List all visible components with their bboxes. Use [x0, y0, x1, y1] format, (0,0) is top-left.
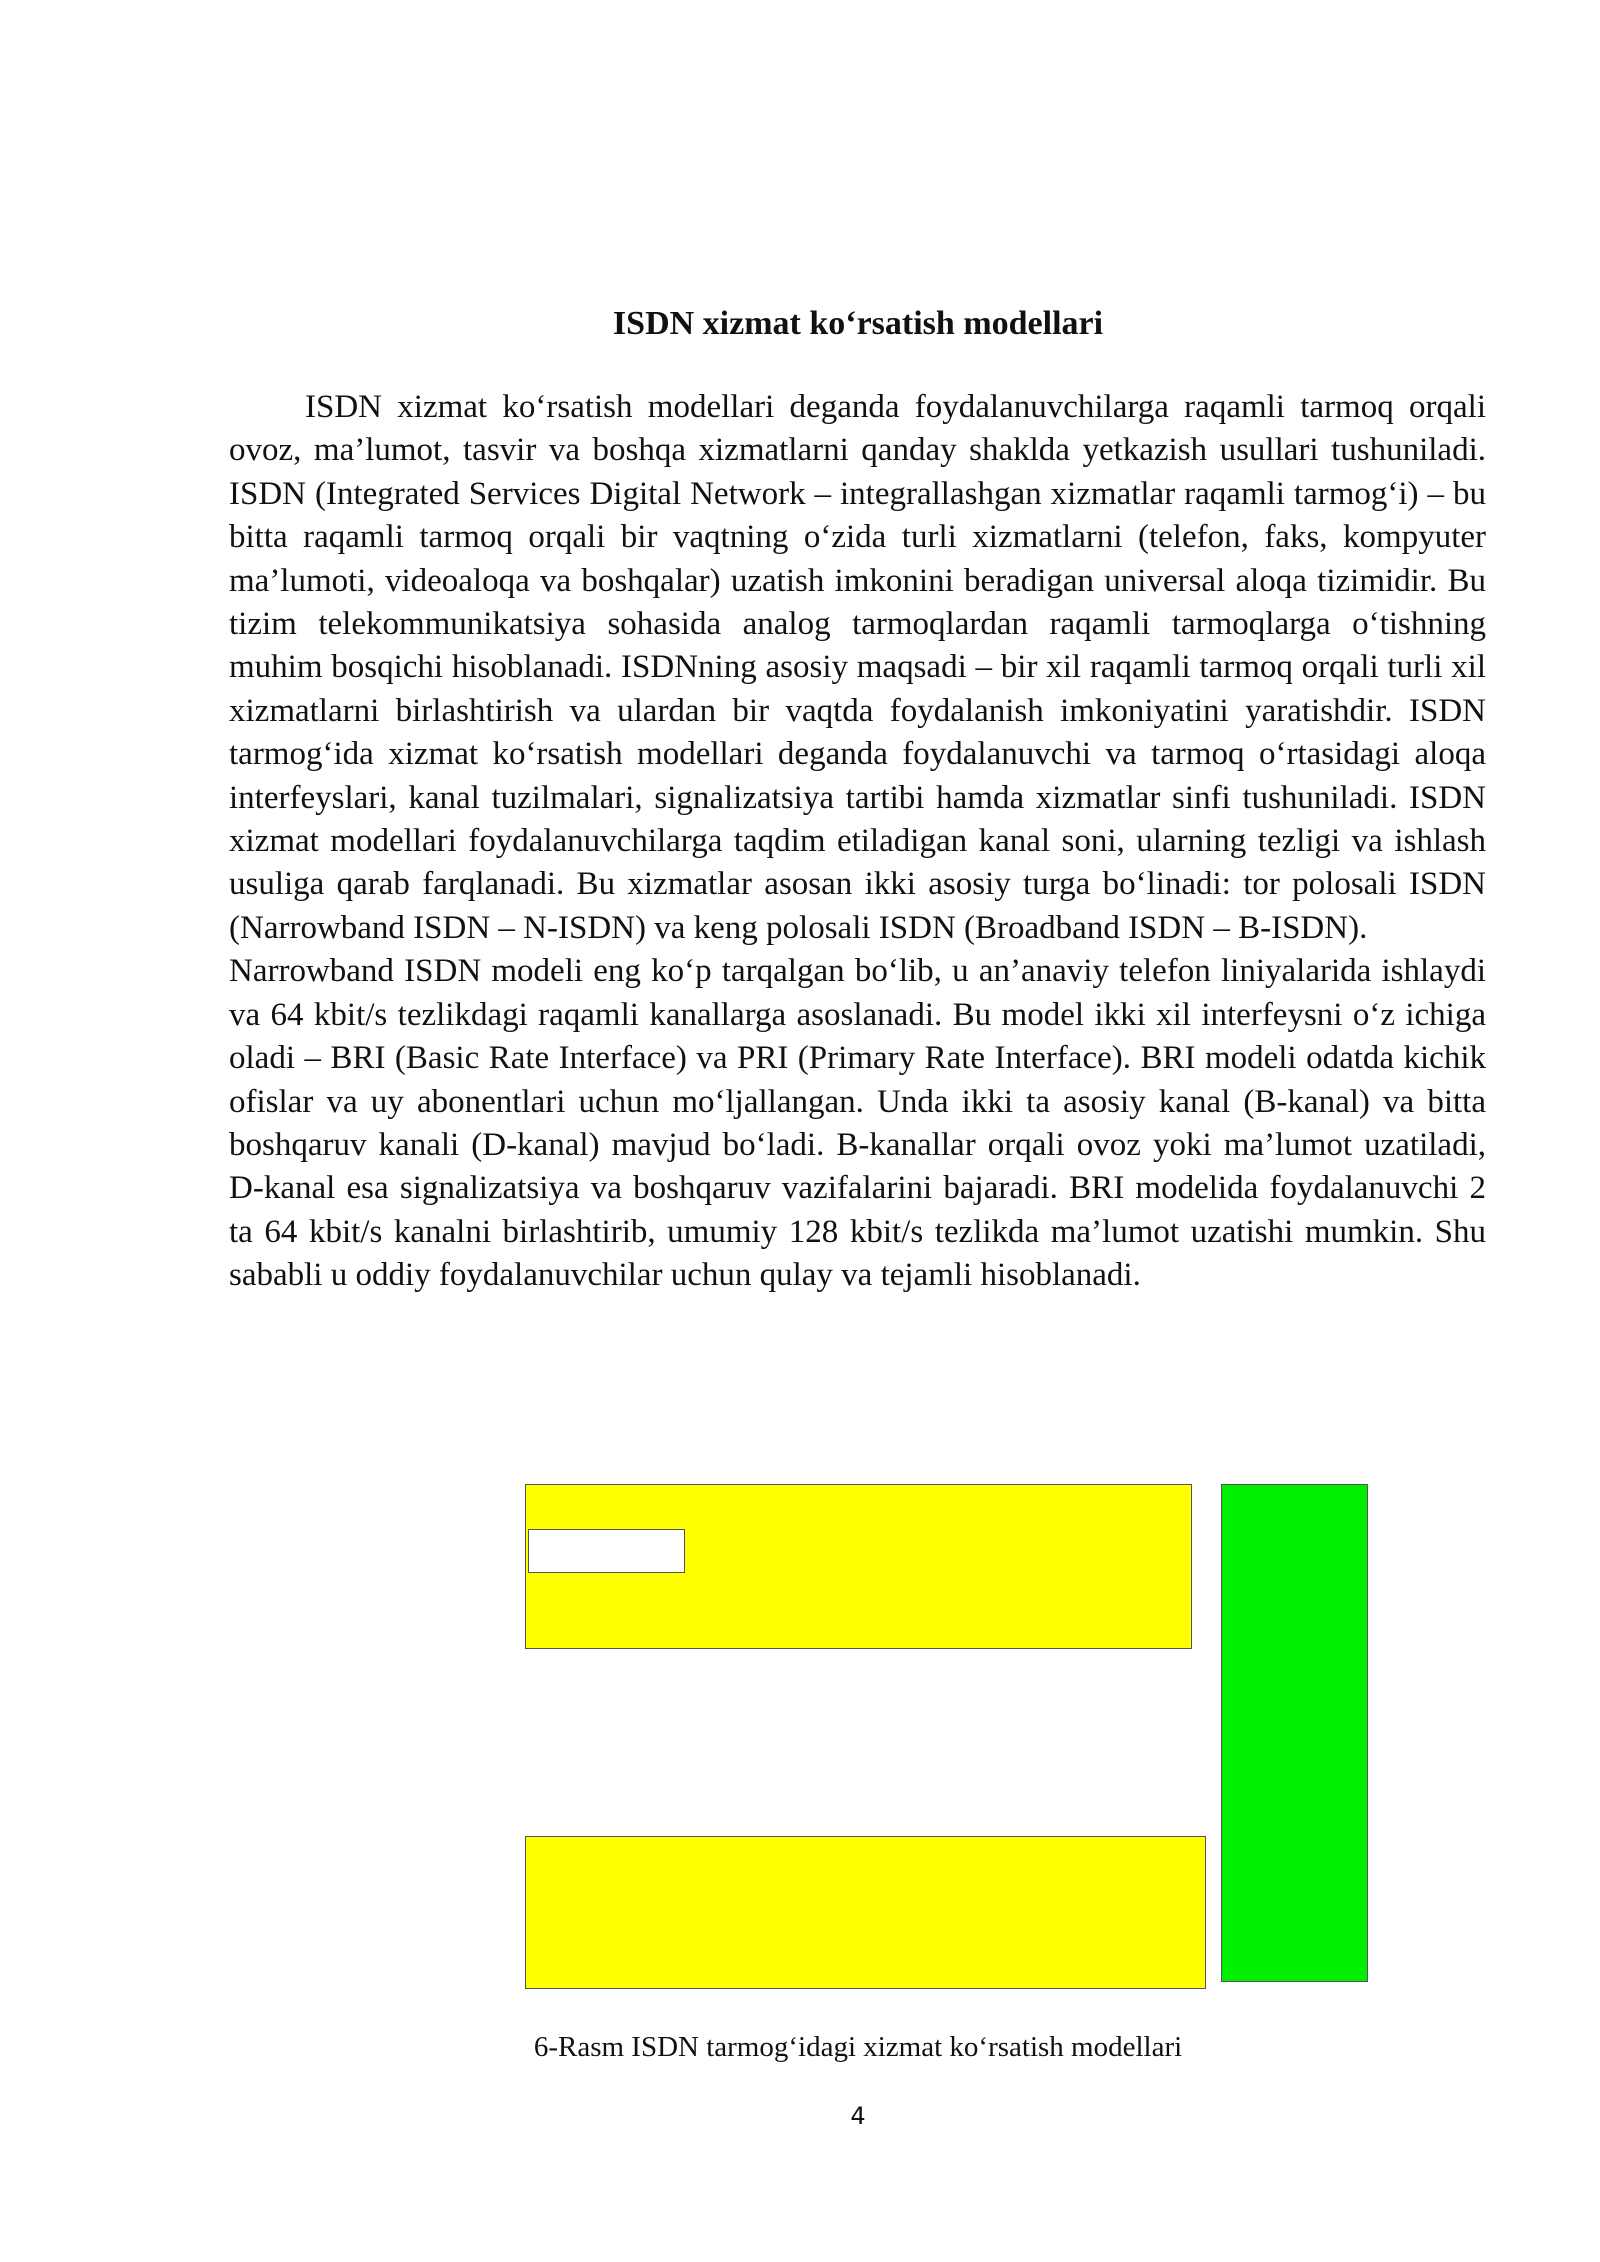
- figure-top-yellow-block: [525, 1484, 1192, 1649]
- isdn-models-figure: [525, 1484, 1370, 1984]
- document-body: [229, 386, 1486, 1298]
- page-number: 4: [850, 2102, 866, 2130]
- figure-side-green-block: [1221, 1484, 1368, 1982]
- paragraph-intro: ISDN xizmat ko‘rsatish modellari deganda foydalanuvchilarga raqamli tarmoq orqali ovoz, ma’lumot, tasvir va boshqa xizmatlarni qanday shaklda yetkazish usullari tushuniladi. ISDN (Integrated Services Digital Network – integrallashgan xizmatlar raqamli tarmog‘i) – bu bitta raqamli tarmoq orqali bir vaqtning o‘zida turli xizmatlarni (telefon, faks, kompyuter ma’lumoti, videoaloqa va boshqalar) uzatish imkonini beradigan universal aloqa tizimidir. Bu tizim telekommunikatsiya sohasida analog tarmoqlardan raqamli tarmoqlarga o‘tishning muhim bosqichi hisoblanadi. ISDNning asosiy maqsadi – bir xil raqamli tarmoq orqali turli xil xizmatlarni birlashtirish va ulardan bir vaqtda foydalanish imkoniyatini yaratishdir. ISDN tarmog‘ida xizmat ko‘rsatish modellari deganda foydalanuvchi va tarmoq o‘rtasidagi aloqa interfeyslari, kanal tuzilmalari, signalizatsiya tartibi hamda xizmatlar sinfi tushuniladi. ISDN xizmat modellari foydalanuvchilarga taqdim etiladigan kanal soni, ularning tezligi va ishlash usuliga qarab farqlanadi. Bu xizmatlar asosan ikki asosiy turga bo‘linadi: tor polosali ISDN (Narrowband ISDN – N-ISDN) va keng polosali ISDN (Broadband ISDN – B-ISDN).: [229, 389, 1486, 946]
- page-title: ISDN xizmat ko‘rsatish modellari: [612, 305, 1104, 342]
- paragraph-narrowband: Narrowband ISDN modeli eng ko‘p tarqalgan bo‘lib, u an’anaviy telefon liniyalarida ishlaydi va 64 kbit/s tezlikdagi raqamli kanallarga asoslanadi. Bu model ikki xil interfeysni o‘z ichiga oladi – BRI (Basic Rate Interface) va PRI (Primary Rate Interface). BRI modeli odatda kichik ofislar va uy abonentlari uchun mo‘ljallangan. Unda ikki ta asosiy kanal (B-kanal) va bitta boshqaruv kanali (D-kanal) mavjud bo‘ladi. B-kanallar orqali ovoz yoki ma’lumot uzatiladi, D-kanal esa signalizatsiya va boshqaruv vazifalarini bajaradi. BRI modelida foydalanuvchi 2 ta 64 kbit/s kanalni birlashtirib, umumiy 128 kbit/s tezlikda ma’lumot uzatishi mumkin. Shu sababli u oddiy foydalanuvchilar uchun qulay va tejamli hisoblanadi.: [229, 953, 1486, 1294]
- figure-bottom-yellow-block: [525, 1836, 1206, 1989]
- figure-caption: 6-Rasm ISDN tarmog‘idagi xizmat ko‘rsatish modellari: [533, 2031, 1183, 2063]
- figure-inner-white-box: [528, 1529, 685, 1573]
